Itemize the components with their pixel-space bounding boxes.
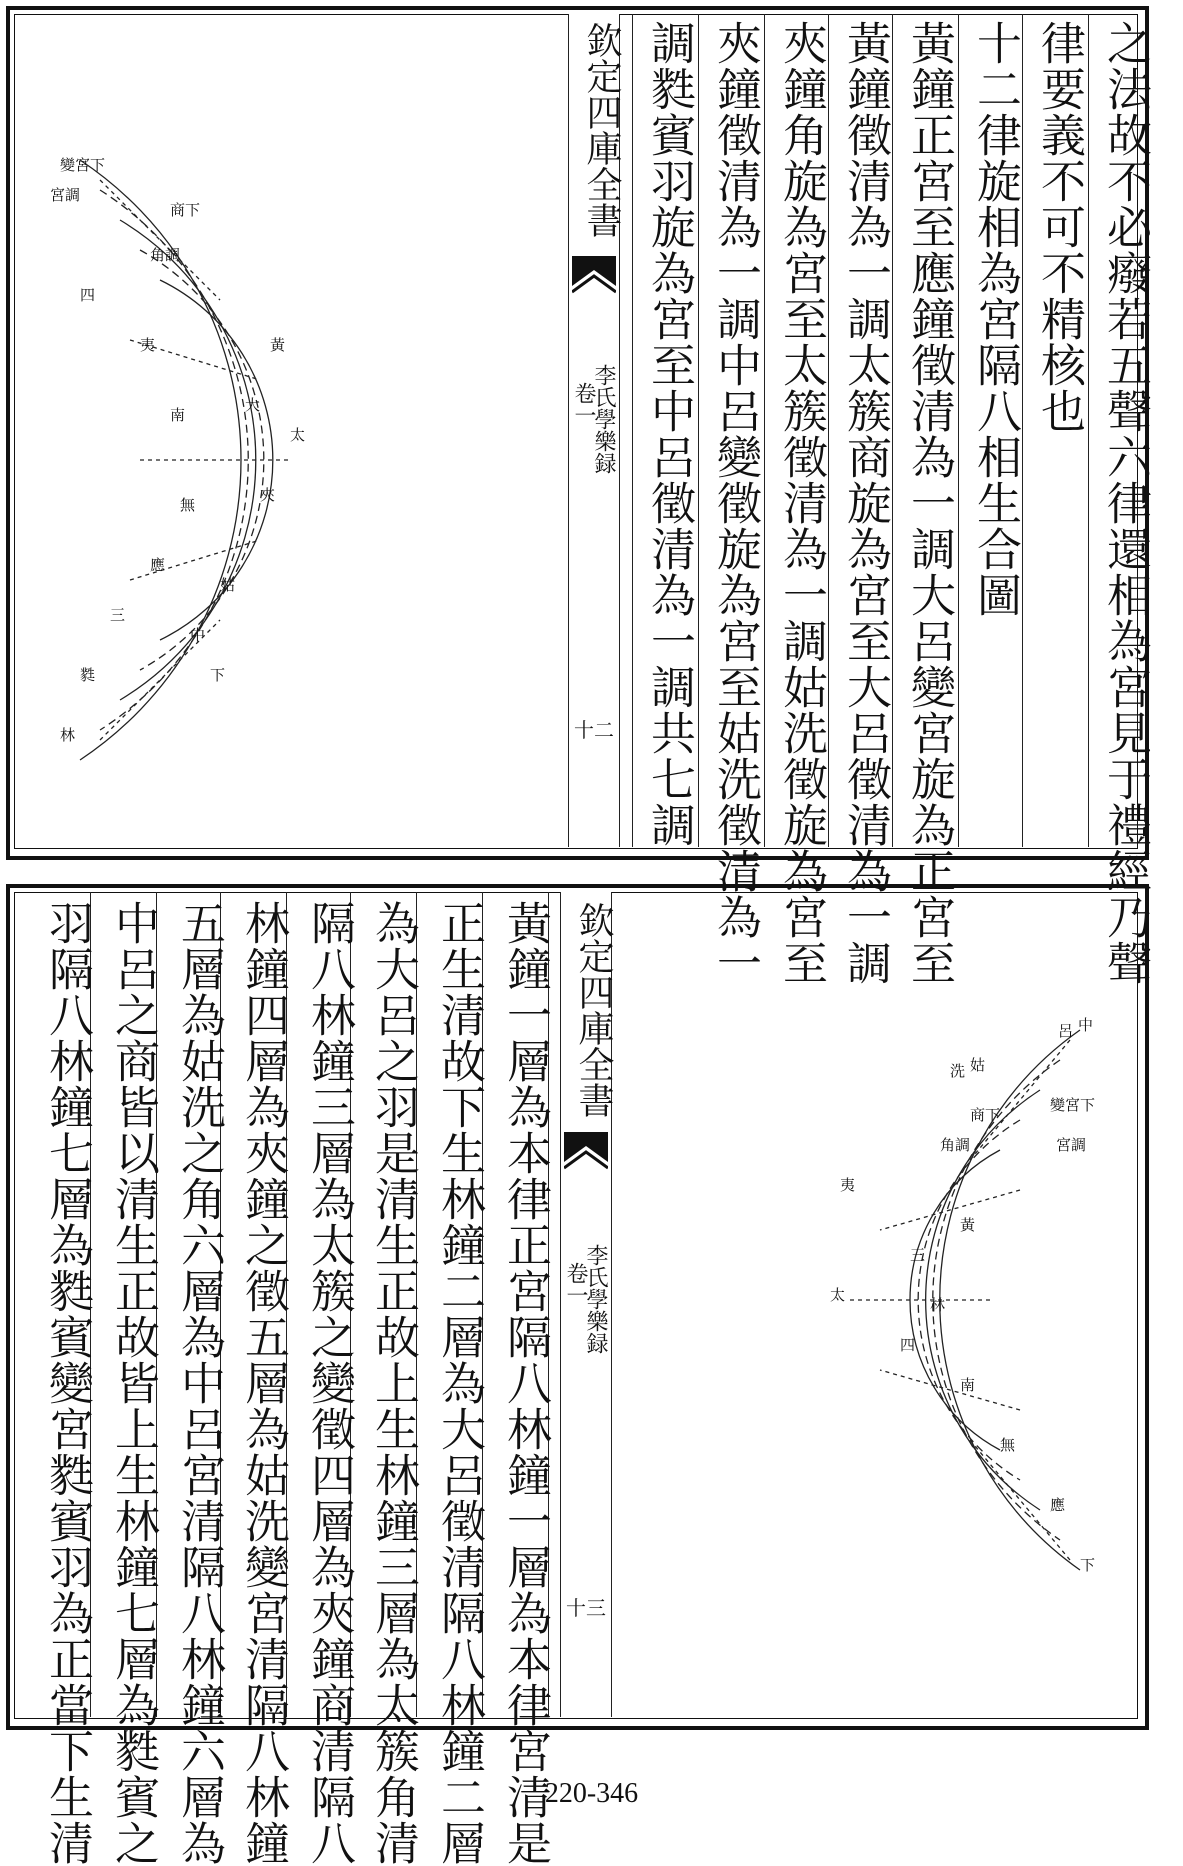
top-diagram-label-4: 角調 — [150, 246, 181, 264]
bottom-column-3: 為大呂之羽是清生正故上生林鐘三層為太簇角清 — [367, 900, 420, 1866]
bottom-diagram-label-4: 洗 — [950, 1062, 966, 1080]
bottom-column-7: 中呂之商皆以清生正故皆上生林鐘七層為㽔賓之 — [107, 900, 160, 1866]
top-center-strip — [568, 14, 620, 847]
top-diagram-label-8: 夾 — [260, 486, 276, 504]
top-diagram-label-5: 黃 — [270, 336, 286, 354]
bottom-diagram-label-18: 下 — [1080, 1556, 1096, 1574]
top-diagram-label-15: 無 — [180, 496, 196, 514]
bottom-diagram-label-5: 夷 — [840, 1176, 856, 1194]
top-diagram-label-6: 大 — [245, 396, 261, 414]
bottom-diagram-label-15: 應 — [1050, 1496, 1066, 1514]
bottom-center-strip — [560, 892, 612, 1717]
top-column-8: 調㽔賓羽旋為宮至中呂徵清為一調共七調 — [643, 20, 696, 848]
top-circle-of-fifths-diagram — [20, 120, 320, 800]
top-column-1: 之法故不必癈若五聲六律還相為宮見于禮經乃聲 — [1099, 20, 1152, 986]
top-column-7: 夾鐘徵清為一調中呂變徵旋為宮至姑洗徵清為一 — [709, 20, 762, 986]
bottom-column-4: 隔八林鐘三層為太簇之變徵四層為夾鐘商清隔八 — [303, 900, 356, 1866]
bottom-column-2: 正生清故下生林鐘二層為大呂徵清隔八林鐘二層 — [433, 900, 486, 1866]
page-number: 220-346 — [544, 1778, 639, 1809]
bottom-diagram-label-7: 變宮下 — [1050, 1096, 1096, 1114]
top-diagram-label-16: 應 — [150, 556, 166, 574]
bottom-leaf-number: 十三 — [566, 1596, 606, 1620]
top-diagram-label-13: 夷 — [140, 336, 156, 354]
bottom-diagram-label-12: 林 — [930, 1296, 946, 1314]
bottom-diagram-label-8: 宮調 — [1056, 1136, 1087, 1154]
top-diagram-label-2: 宮調 — [50, 186, 81, 204]
bottom-column-6: 五層為姑洗之角六層為中呂宮清隔八林鐘六層為 — [173, 900, 226, 1866]
top-diagram-label-19: 下 — [210, 666, 226, 684]
bottom-diagram-label-3: 姑 — [970, 1056, 986, 1074]
bottom-diagram-label-6: 太 — [830, 1286, 846, 1304]
bottom-column-8: 羽隔八林鐘七層為㽔賓變宮㽔賓羽為正當下生清 — [41, 900, 94, 1866]
bottom-diagram-label-11: 黃 — [960, 1216, 976, 1234]
top-diagram-label-14: 南 — [170, 406, 186, 424]
bottom-diagram-label-16: 三 — [910, 1246, 926, 1264]
top-column-6: 夾鐘角旋為宮至太簇徵清為一調姑洗徵旋為宮至 — [775, 20, 828, 986]
top-column-3: 十二律旋相為宮隔八相生合圖 — [969, 20, 1022, 618]
top-diagram-label-11: 㽔 — [80, 666, 96, 684]
bottom-diagram-label-2: 呂 — [1058, 1022, 1074, 1040]
top-diagram-label-10: 中 — [190, 626, 206, 644]
top-diagram-label-3: 商下 — [170, 201, 201, 219]
top-volume: 卷一 — [571, 382, 596, 426]
top-diagram-label-7: 太 — [290, 426, 306, 444]
bottom-column-5: 林鐘四層為夾鐘之徵五層為姑洗變宮清隔八林鐘 — [237, 900, 290, 1866]
bottom-fish-tail-mark-icon — [564, 1132, 608, 1176]
top-column-4: 黃鐘正宮至應鐘徵清為一調大呂變宮旋為正宮至 — [903, 20, 956, 986]
top-book-title: 欽定四庫全書 — [581, 22, 622, 238]
bottom-volume: 卷一 — [563, 1262, 588, 1306]
bottom-column-1: 黃鐘一層為本律正宮隔八林鐘一層為本律宮清是 — [499, 900, 552, 1866]
top-diagram-label-1: 變宮下 — [60, 156, 106, 174]
top-column-2: 律要義不可不精核也 — [1033, 20, 1086, 434]
bottom-diagram-label-1: 中 — [1078, 1016, 1094, 1034]
bottom-circle-of-fifths-diagram — [820, 1010, 1120, 1590]
top-diagram-label-17: 三 — [110, 606, 126, 624]
bottom-diagram-label-14: 無 — [1000, 1436, 1016, 1454]
top-column-5: 黃鐘徵清為一調太簇商旋為宮至大呂徵清為一調 — [839, 20, 892, 986]
bottom-diagram-label-9: 商下 — [970, 1106, 1001, 1124]
top-diagram-label-18: 四 — [80, 286, 96, 304]
bottom-book-title: 欽定四庫全書 — [573, 902, 614, 1118]
bottom-work-title: 李氏學樂録 — [583, 1244, 608, 1354]
bottom-diagram-label-10: 角調 — [940, 1136, 971, 1154]
top-diagram-label-9: 姑 — [220, 576, 236, 594]
bottom-diagram-label-17: 四 — [900, 1336, 916, 1354]
fish-tail-mark-icon — [572, 256, 616, 300]
top-work-title: 李氏學樂録 — [591, 364, 616, 474]
top-leaf-number: 十二 — [574, 718, 614, 742]
bottom-diagram-label-13: 南 — [960, 1376, 976, 1394]
top-diagram-label-12: 林 — [60, 726, 76, 744]
